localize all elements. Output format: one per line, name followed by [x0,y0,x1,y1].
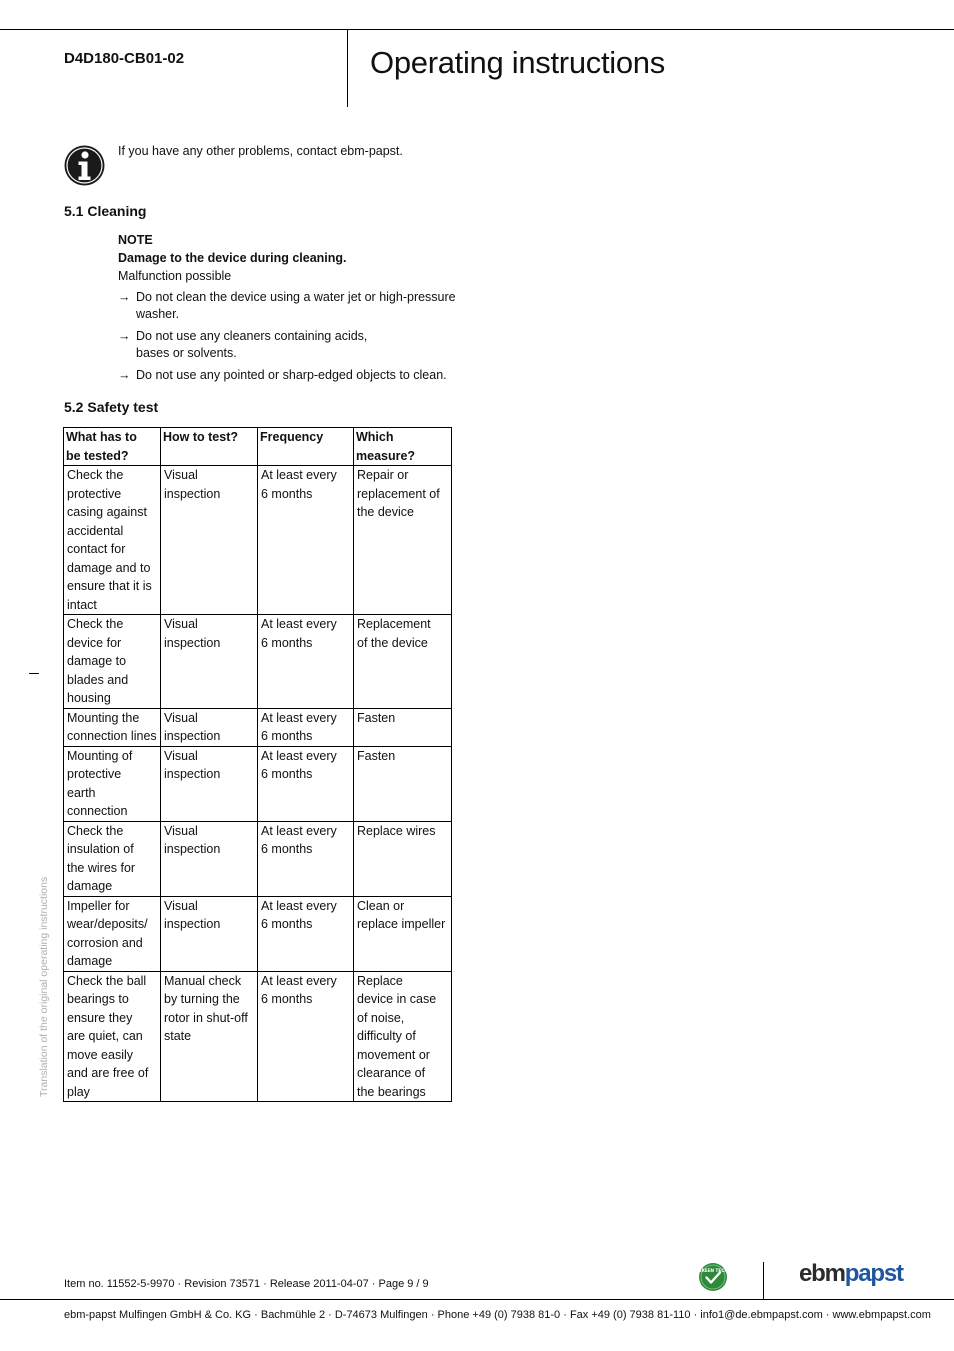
cell-line: the device [357,505,414,519]
footer-address: ebm-papst Mulfingen GmbH & Co. KG · Bachmühle 2 · D-74673 Mulfingen · Phone +49 (0) 7938 81-0 · Fax +49 (0) 7938 81-110 · info1@de.ebmpapst.com · www.ebmpapst.com [64,1309,931,1321]
footer-item-line: Item no. 11552-5-9970 · Revision 73571 · Release 2011-04-07 · Page 9 / 9 [64,1278,429,1290]
page-title: Operating instructions [370,45,665,80]
cell-line: rotor in shut-off [164,1010,248,1025]
cell-line: Visual inspection [164,468,221,501]
table-cell [354,708,452,746]
arrow-right-icon: → [118,329,131,343]
table-body [64,466,452,1102]
cell-line: protective [67,486,122,501]
table-cell [354,971,452,1102]
cell-line: 6 months [261,486,313,501]
cell-line: What has to [66,430,137,444]
cell-line: device in case [357,992,437,1006]
cell-line: Repair or [357,468,409,482]
column-header [64,428,161,466]
cell-line: corrosion and [67,935,143,950]
cell-line: Mounting of [67,748,133,763]
sidebar-translation-note: Translation of the original operating instructions [38,876,50,1097]
cell-line: damage and to [67,560,151,575]
cell-line: At least every [261,898,337,913]
cell-line: of the device [357,635,428,650]
brand-logo-part-papst: papst [844,1260,903,1287]
cell-line: wear/deposits/ [67,917,148,931]
table-cell [64,821,161,896]
cell-line: be tested? [66,448,129,463]
cell-line: At least every [261,617,337,631]
table-row [64,708,452,746]
cell-line: How to test? [163,430,238,444]
table-cell [354,466,452,615]
cell-line: of noise, [357,1010,405,1025]
table-cell [64,708,161,746]
column-header [258,428,354,466]
table-cell [258,971,354,1102]
cell-line: Visual inspection [164,823,221,856]
table-row [64,466,452,615]
table-cell [354,615,452,709]
section-heading-cleaning: 5.1 Cleaning [64,203,147,219]
cleaning-bullet [118,328,458,362]
brand-logo [799,1260,903,1288]
cell-line: earth connection [67,785,128,818]
cell-line: Mounting the [67,710,140,725]
cleaning-bullet [118,289,458,323]
cell-line: Visual inspection [164,617,221,650]
cell-line: contact for [67,542,126,556]
cell-line: Impeller for [67,898,130,913]
table-cell [161,746,258,821]
table-row [64,971,452,1102]
table-cell [354,746,452,821]
section-heading-safety: 5.2 Safety test [64,399,159,415]
table-cell [64,971,161,1102]
cell-line: Visual inspection [164,710,221,743]
table-cell [354,821,452,896]
cell-line: Check the [67,617,124,631]
cell-line: Replacement [357,617,431,631]
cell-line: At least every [261,823,337,838]
cell-line: state [164,1029,192,1043]
cell-line: Replace wires [357,823,436,838]
cell-line: 6 months [261,767,313,781]
cell-line: Visual inspection [164,748,221,781]
safety-test-table [63,427,452,1102]
header-top-rule [0,29,954,30]
table-cell [354,896,452,971]
brand-logo-part-ebm: ebm [799,1260,845,1287]
table-cell [258,615,354,709]
cell-line: Check the [67,823,124,838]
cell-line: ensure they [67,1010,133,1025]
cell-line: Frequency [260,430,324,444]
table-cell [258,821,354,896]
cell-line: intact [67,597,97,612]
table-cell [258,896,354,971]
column-header [354,428,452,466]
cell-line: by turning the [164,992,240,1006]
cell-line: replace impeller [357,917,446,931]
table-cell [258,708,354,746]
cell-line: replacement of [357,486,440,501]
note-subtitle: Malfunction possible [118,269,232,283]
cell-line: 6 months [261,917,313,931]
cell-line: damage [67,954,113,968]
cell-line: 6 months [261,842,313,856]
cell-line: the wires for [67,860,136,875]
cell-line: Check the [67,468,124,482]
cell-line: At least every [261,468,337,482]
header-divider [347,29,348,107]
cell-line: damage [67,879,113,893]
note-block [118,231,347,285]
cell-line: Replace [357,973,403,988]
fold-mark [29,673,39,674]
logo-divider [763,1262,764,1300]
cell-line: are quiet, can [67,1029,143,1043]
arrow-right-icon: → [118,368,131,382]
table-cell [64,896,161,971]
bullet-line: Do not use any pointed or sharp-edged objects to clean. [136,368,447,382]
cell-line: 6 months [261,992,313,1006]
cell-line: measure? [356,448,416,463]
cell-line: At least every [261,748,337,763]
cell-line: Which [356,430,394,444]
cell-line: Fasten [357,710,396,725]
cell-line: and are free of [67,1066,149,1080]
table-cell [64,746,161,821]
cell-line: Manual check [164,973,242,988]
table-cell [161,708,258,746]
table-cell [161,615,258,709]
table-row [64,896,452,971]
cell-line: protective [67,767,122,781]
table-cell [64,466,161,615]
table-row [64,821,452,896]
cell-line: clearance of [357,1066,426,1080]
note-label: NOTE [118,233,153,247]
arrow-right-icon: → [118,290,131,304]
cell-line: difficulty of [357,1029,416,1043]
cell-line: play [67,1084,90,1099]
bullet-line: Do not use any cleaners containing acids, [136,329,368,343]
cell-line: 6 months [261,635,313,650]
info-icon [63,144,106,187]
bullet-line: bases or solvents. [136,346,237,360]
cell-line: Visual inspection [164,898,221,931]
table-cell [161,466,258,615]
table-row [64,615,452,709]
cell-line: casing against [67,505,147,519]
cell-line: damage to [67,654,127,668]
cell-line: insulation of [67,842,134,856]
green-tech-check-icon [698,1262,728,1292]
table-cell [161,821,258,896]
cell-line: At least every [261,973,337,988]
cell-line: 6 months [261,729,313,743]
table-cell [161,971,258,1102]
cell-line: accidental [67,523,124,538]
cell-line: move easily [67,1047,133,1062]
note-title: Damage to the device during cleaning. [118,251,347,265]
table-header-row [64,428,452,466]
green-tech-text: GREEN TECH [698,1268,728,1273]
footer-rule [0,1299,954,1300]
cell-line: ensure that it is [67,579,152,593]
table-cell [64,615,161,709]
column-header [161,428,258,466]
cell-line: the bearings [357,1084,426,1099]
table-cell [161,896,258,971]
cell-line: At least every [261,710,337,725]
document-code: D4D180-CB01-02 [64,50,185,67]
table-cell [258,746,354,821]
table-cell [258,466,354,615]
cell-line: movement or [357,1047,430,1062]
cell-line: Fasten [357,748,396,763]
table-row [64,746,452,821]
cell-line: housing [67,691,111,705]
cell-line: device for [67,635,122,650]
cell-line: Clean or [357,898,405,913]
bullet-line: washer. [136,307,180,321]
cell-line: connection lines [67,729,157,743]
cleaning-bullet [118,367,458,384]
bullet-line: Do not clean the device using a water jet or high-pressure [136,290,456,304]
cell-line: bearings to [67,992,129,1006]
cell-line: blades and [67,672,129,687]
info-text: If you have any other problems, contact ebm-papst. [118,144,403,158]
cell-line: Check the ball [67,973,147,988]
